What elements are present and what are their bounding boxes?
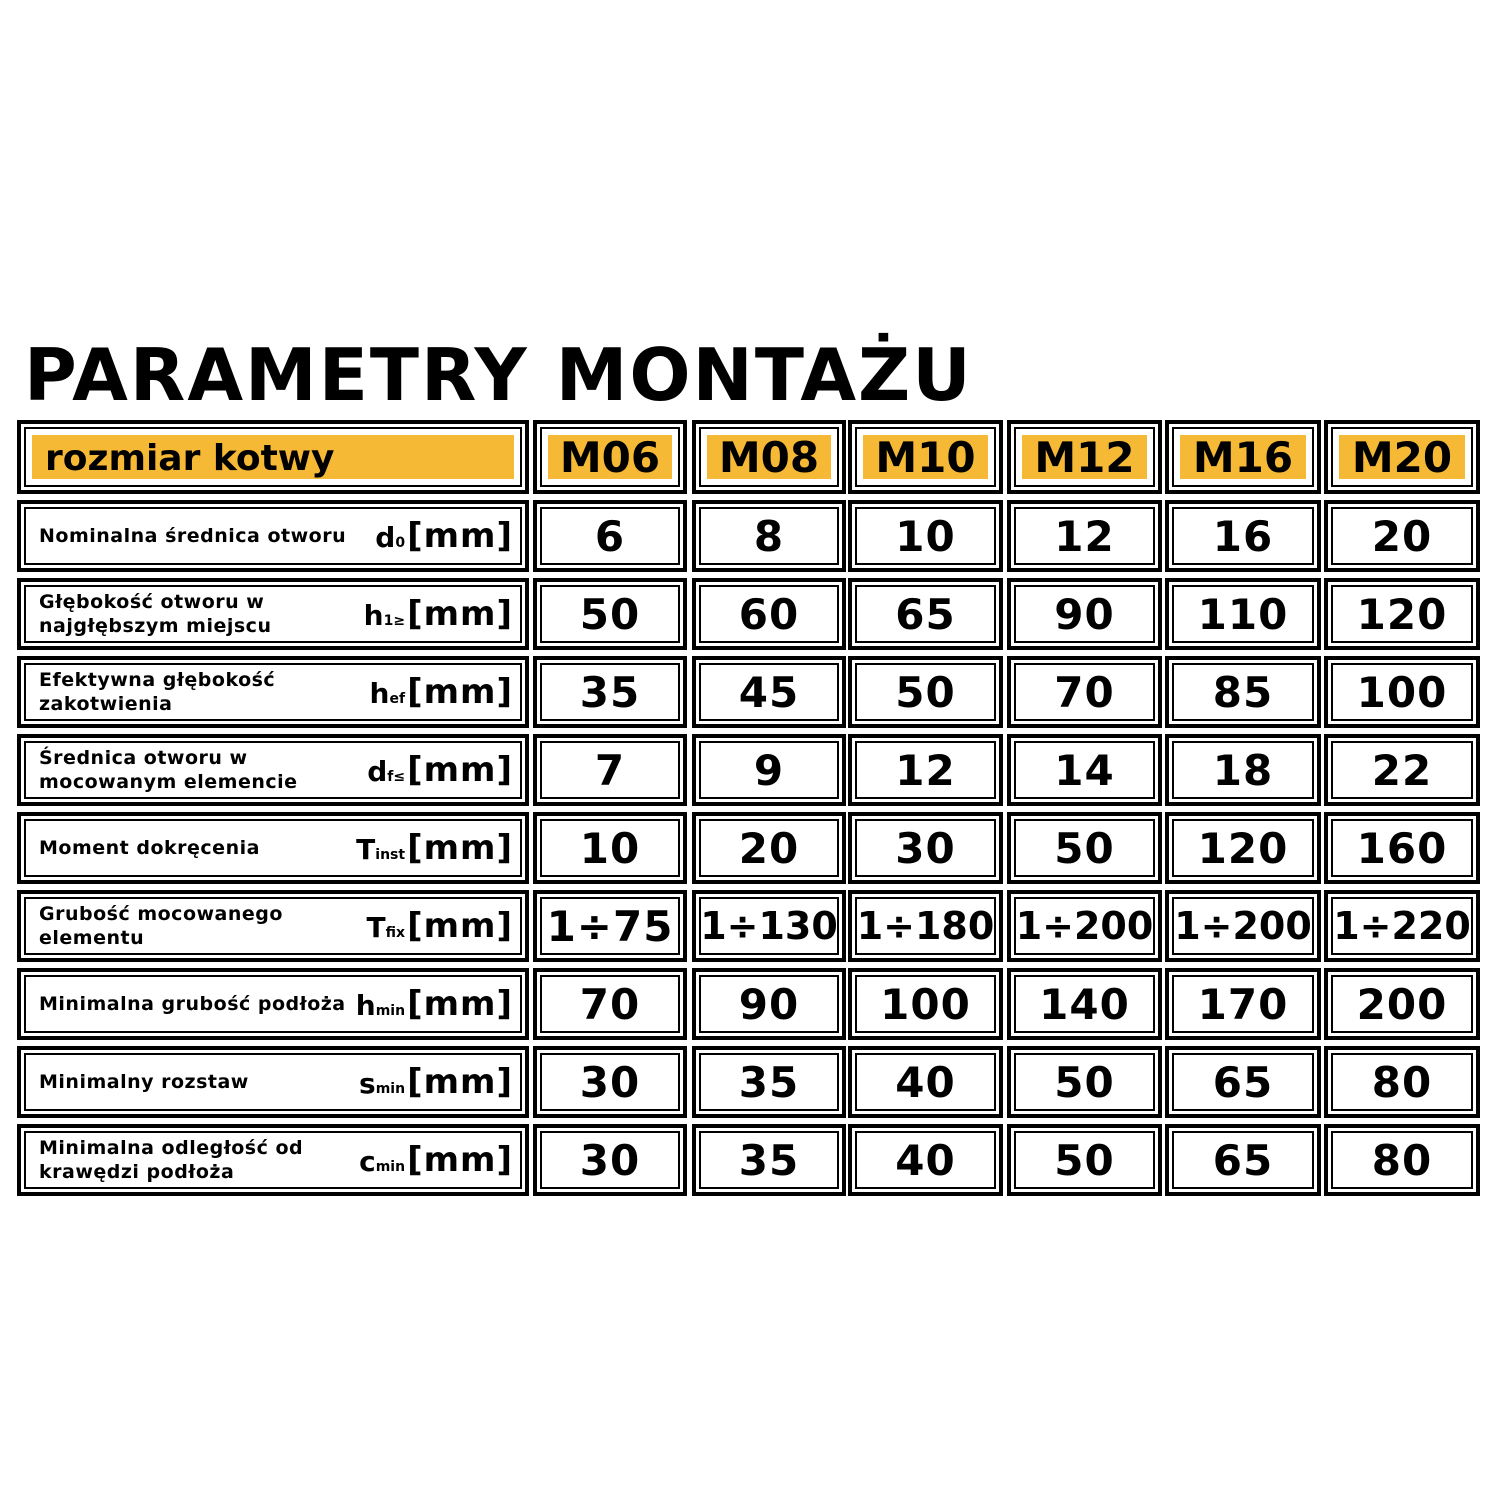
symbol-letter: h [363, 599, 384, 632]
value-cell: 50 [848, 656, 1003, 728]
table-row [17, 1124, 1482, 1196]
row-label-cell [17, 500, 529, 572]
value-cell: 22 [1324, 734, 1480, 806]
value-cell: 70 [533, 968, 687, 1040]
symbol-letter: h [355, 989, 376, 1022]
table-row [17, 578, 1482, 650]
header-size-cell [692, 420, 846, 494]
value-cell: 50 [1007, 1046, 1162, 1118]
value-cell: 10 [533, 812, 687, 884]
table-row [17, 656, 1482, 728]
parameter-symbol [356, 828, 513, 868]
value-cell: 6 [533, 500, 687, 572]
value-cell: 7 [533, 734, 687, 806]
value-cell: 35 [533, 656, 687, 728]
unit-label: [mm] [407, 750, 513, 790]
value-cell: 14 [1007, 734, 1162, 806]
value-cell: 16 [1165, 500, 1321, 572]
row-label-cell [17, 578, 529, 650]
unit-label: [mm] [407, 594, 513, 634]
symbol-subscript: 1≥ [383, 613, 406, 629]
parameter-symbol [375, 516, 513, 556]
value-cell: 10 [848, 500, 1003, 572]
parameter-name: Minimalna odległość od krawędzi podłoża [39, 1137, 304, 1183]
value-cell: 18 [1165, 734, 1321, 806]
value-cell: 100 [848, 968, 1003, 1040]
symbol-letter: c [359, 1145, 376, 1178]
value-cell: 140 [1007, 968, 1162, 1040]
value-cell: 70 [1007, 656, 1162, 728]
value-cell: 80 [1324, 1046, 1480, 1118]
parameter-name: Minimalna grubość podłoża [39, 993, 346, 1015]
parameter-name: Efektywna głębokość zakotwienia [39, 669, 276, 715]
parameter-symbol [367, 906, 513, 946]
unit-label: [mm] [407, 516, 513, 556]
symbol-letter: d [367, 755, 388, 788]
value-cell: 65 [848, 578, 1003, 650]
symbol-letter: T [366, 911, 386, 944]
value-cell: 1÷130 [692, 890, 846, 962]
value-cell: 45 [692, 656, 846, 728]
parameter-name: Głębokość otworu w najgłębszym miejscu [39, 591, 272, 637]
symbol-subscript: min [375, 1159, 406, 1175]
symbol-letter: T [356, 833, 376, 866]
parameter-name: Grubość mocowanego elementu [39, 903, 283, 949]
header-size-cell [533, 420, 687, 494]
parameter-symbol [356, 984, 513, 1024]
parameter-symbol [364, 594, 513, 634]
value-cell: 50 [533, 578, 687, 650]
unit-label: [mm] [407, 1062, 513, 1102]
value-cell: 35 [692, 1046, 846, 1118]
header-size: M16 [1192, 432, 1294, 482]
parameter-symbol [370, 672, 513, 712]
value-cell: 1÷220 [1324, 890, 1480, 962]
header-size: M12 [1034, 432, 1135, 482]
parameter-name: Moment dokręcenia [39, 837, 260, 859]
table-row [17, 1046, 1482, 1118]
symbol-letter: s [359, 1067, 376, 1100]
value-cell: 20 [692, 812, 846, 884]
value-cell: 110 [1165, 578, 1321, 650]
row-label-cell [17, 1124, 529, 1196]
parameter-symbol [359, 1140, 513, 1180]
value-cell: 170 [1165, 968, 1321, 1040]
value-cell: 12 [848, 734, 1003, 806]
header-size: M06 [559, 432, 661, 482]
table-row [17, 812, 1482, 884]
unit-label: [mm] [407, 1140, 513, 1180]
value-cell: 50 [1007, 812, 1162, 884]
row-label-cell [17, 734, 529, 806]
header-size: M20 [1351, 432, 1453, 482]
page-title: PARAMETRY MONTAŻU [24, 333, 973, 417]
table-row [17, 734, 1482, 806]
value-cell: 40 [848, 1124, 1003, 1196]
unit-label: [mm] [407, 828, 513, 868]
parameter-name: Średnica otworu w mocowanym elemencie [39, 747, 298, 793]
value-cell: 50 [1007, 1124, 1162, 1196]
value-cell: 30 [533, 1046, 687, 1118]
symbol-subscript: min [375, 1081, 406, 1097]
row-label-cell [17, 890, 529, 962]
value-cell: 20 [1324, 500, 1480, 572]
value-cell: 1÷180 [848, 890, 1003, 962]
header-size: M08 [718, 432, 820, 482]
value-cell: 90 [692, 968, 846, 1040]
value-cell: 85 [1165, 656, 1321, 728]
value-cell: 100 [1324, 656, 1480, 728]
header-label-cell [17, 420, 529, 494]
value-cell: 60 [692, 578, 846, 650]
value-cell: 35 [692, 1124, 846, 1196]
symbol-subscript: min [375, 1003, 406, 1019]
value-cell: 1÷200 [1165, 890, 1321, 962]
table-row [17, 968, 1482, 1040]
value-cell: 30 [848, 812, 1003, 884]
header-size-cell [848, 420, 1003, 494]
parameter-symbol [367, 750, 513, 790]
value-cell: 30 [533, 1124, 687, 1196]
value-cell: 120 [1165, 812, 1321, 884]
symbol-subscript: ef [389, 691, 406, 707]
header-size-cell [1324, 420, 1480, 494]
value-cell: 40 [848, 1046, 1003, 1118]
value-cell: 65 [1165, 1124, 1321, 1196]
unit-label: [mm] [407, 984, 513, 1024]
parameter-name: Nominalna średnica otworu [39, 525, 347, 547]
value-cell: 1÷75 [533, 890, 687, 962]
value-cell: 12 [1007, 500, 1162, 572]
symbol-subscript: inst [375, 847, 406, 863]
value-cell: 160 [1324, 812, 1480, 884]
symbol-subscript: f≤ [387, 769, 406, 785]
row-label-cell [17, 656, 529, 728]
parameters-table [17, 420, 1482, 1202]
value-cell: 1÷200 [1007, 890, 1162, 962]
symbol-letter: d [375, 521, 396, 554]
row-label-cell [17, 812, 529, 884]
parameter-symbol [359, 1062, 513, 1102]
header-size-cell [1007, 420, 1162, 494]
row-label-cell [17, 1046, 529, 1118]
unit-label: [mm] [407, 672, 513, 712]
symbol-letter: h [369, 677, 390, 710]
row-label-cell [17, 968, 529, 1040]
table-row [17, 890, 1482, 962]
unit-label: [mm] [407, 906, 513, 946]
symbol-subscript: fix [385, 925, 406, 941]
table-header-row [17, 420, 1482, 494]
header-size-cell [1165, 420, 1321, 494]
symbol-subscript: 0 [395, 535, 406, 551]
value-cell: 65 [1165, 1046, 1321, 1118]
table-row [17, 500, 1482, 572]
value-cell: 90 [1007, 578, 1162, 650]
value-cell: 120 [1324, 578, 1480, 650]
value-cell: 9 [692, 734, 846, 806]
value-cell: 200 [1324, 968, 1480, 1040]
parameter-name: Minimalny rozstaw [39, 1071, 249, 1093]
value-cell: 8 [692, 500, 846, 572]
header-size: M10 [875, 432, 976, 482]
value-cell: 80 [1324, 1124, 1480, 1196]
header-label: rozmiar kotwy [45, 438, 335, 479]
